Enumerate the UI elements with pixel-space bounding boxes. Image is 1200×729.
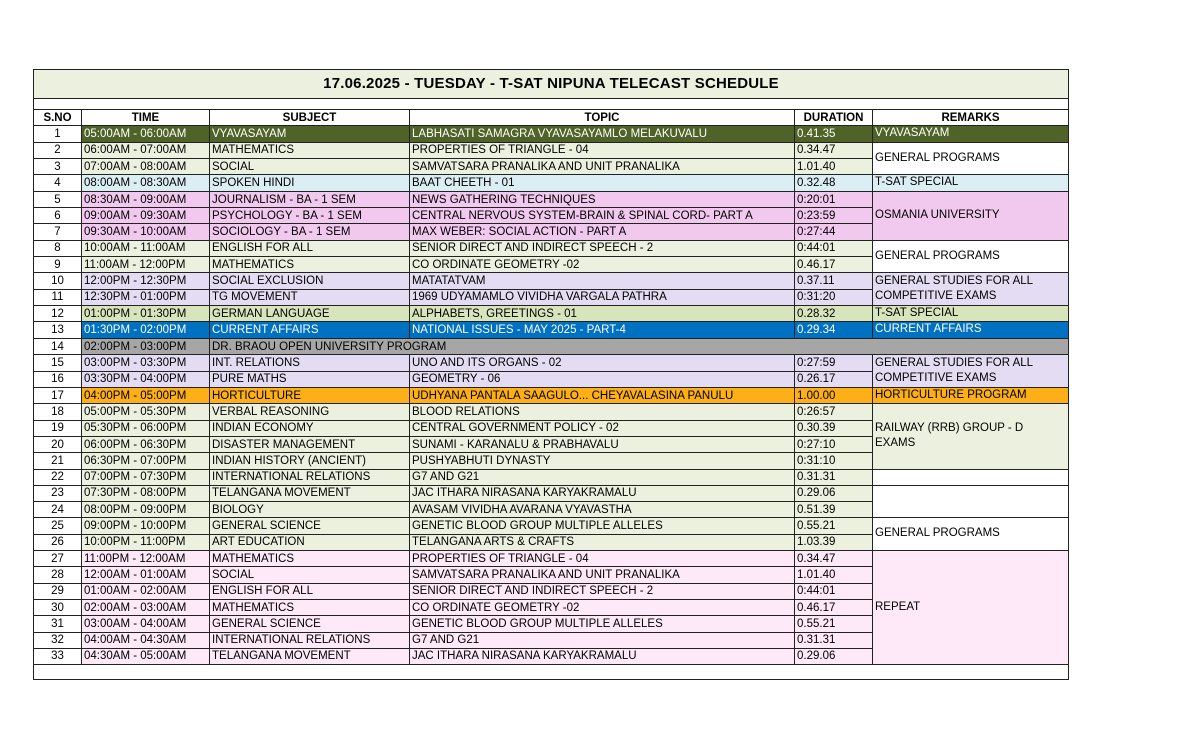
duration-cell: 0.55.21 — [795, 518, 873, 534]
duration-cell: 1.01.40 — [795, 159, 873, 175]
time-cell: 12:00AM - 01:00AM — [82, 567, 210, 583]
duration-cell: 0.30.39 — [795, 420, 873, 436]
sno-cell: 28 — [34, 567, 82, 583]
topic-cell: PROPERTIES OF TRIANGLE - 04 — [410, 551, 795, 567]
subject-cell: SOCIAL — [210, 159, 410, 175]
remarks-cell: GENERAL PROGRAMS — [873, 240, 1069, 273]
duration-cell: 0.46.17 — [795, 599, 873, 615]
subject-cell: GERMAN LANGUAGE — [210, 305, 410, 322]
topic-cell: G7 AND G21 — [410, 632, 795, 648]
subject-cell: JOURNALISM - BA - 1 SEM — [210, 191, 410, 207]
table-row — [34, 404, 1069, 420]
subject-cell: TG MOVEMENT — [210, 289, 410, 305]
header-sno: S.NO — [34, 110, 82, 126]
topic-cell: ALPHABETS, GREETINGS - 01 — [410, 305, 795, 322]
subject-cell: BIOLOGY — [210, 502, 410, 518]
table-row — [34, 518, 1069, 534]
table-row — [34, 551, 1069, 567]
time-cell: 11:00AM - 12:00PM — [82, 257, 210, 273]
topic-cell: CO ORDINATE GEOMETRY -02 — [410, 257, 795, 273]
sno-cell: 21 — [34, 453, 82, 469]
remarks-cell — [873, 469, 1069, 485]
topic-cell: MAX WEBER: SOCIAL ACTION - PART A — [410, 224, 795, 240]
table-row — [34, 387, 1069, 404]
subject-cell: INDIAN ECONOMY — [210, 420, 410, 436]
subject-cell: SOCIAL — [210, 567, 410, 583]
topic-cell: G7 AND G21 — [410, 469, 795, 485]
table-row — [34, 273, 1069, 289]
sno-cell: 13 — [34, 322, 82, 339]
time-cell: 09:00AM - 09:30AM — [82, 208, 210, 224]
duration-cell: 0.34.47 — [795, 551, 873, 567]
subject-cell: PSYCHOLOGY - BA - 1 SEM — [210, 208, 410, 224]
duration-cell: 0:26:57 — [795, 404, 873, 420]
duration-cell: 0:20:01 — [795, 191, 873, 207]
duration-cell: 0:27:44 — [795, 224, 873, 240]
subject-cell: ENGLISH FOR ALL — [210, 240, 410, 256]
duration-cell: 0.32.48 — [795, 175, 873, 192]
topic-cell: PUSHYABHUTI DYNASTY — [410, 453, 795, 469]
table-row — [34, 175, 1069, 192]
subject-cell: TELANGANA MOVEMENT — [210, 485, 410, 501]
sno-cell: 30 — [34, 599, 82, 615]
remarks-cell: GENERAL STUDIES FOR ALL COMPETITIVE EXAMS — [873, 355, 1069, 388]
time-cell: 05:00AM - 06:00AM — [82, 126, 210, 143]
time-cell: 04:30AM - 05:00AM — [82, 648, 210, 664]
topic-cell: GENETIC BLOOD GROUP MULTIPLE ALLELES — [410, 518, 795, 534]
subject-cell: TELANGANA MOVEMENT — [210, 648, 410, 664]
sno-cell: 10 — [34, 273, 82, 289]
sno-cell: 11 — [34, 289, 82, 305]
topic-cell: UNO AND ITS ORGANS - 02 — [410, 355, 795, 371]
topic-cell: SAMVATSARA PRANALIKA AND UNIT PRANALIKA — [410, 567, 795, 583]
duration-cell: 0.26.17 — [795, 371, 873, 387]
duration-cell: 0:23:59 — [795, 208, 873, 224]
sno-cell: 26 — [34, 534, 82, 550]
duration-cell: 0.55.21 — [795, 616, 873, 632]
topic-cell: SAMVATSARA PRANALIKA AND UNIT PRANALIKA — [410, 159, 795, 175]
remarks-cell: T-SAT SPECIAL — [873, 175, 1069, 192]
remarks-cell: VYAVASAYAM — [873, 126, 1069, 143]
remarks-cell: OSMANIA UNIVERSITY — [873, 191, 1069, 240]
time-cell: 09:00PM - 10:00PM — [82, 518, 210, 534]
sno-cell: 17 — [34, 387, 82, 404]
footer-blank-row — [34, 665, 1069, 680]
subject-cell: INT. RELATIONS — [210, 355, 410, 371]
time-cell: 03:00AM - 04:00AM — [82, 616, 210, 632]
topic-cell: SUNAMI - KARANALU & PRABHAVALU — [410, 436, 795, 452]
table-row — [34, 191, 1069, 207]
sno-cell: 3 — [34, 159, 82, 175]
subject-cell: MATHEMATICS — [210, 142, 410, 158]
duration-cell: 0.29.34 — [795, 322, 873, 339]
time-cell: 07:00AM - 08:00AM — [82, 159, 210, 175]
remarks-cell: T-SAT SPECIAL — [873, 305, 1069, 322]
remarks-cell: CURRENT AFFAIRS — [873, 322, 1069, 339]
duration-cell: 0:31:20 — [795, 289, 873, 305]
subject-cell: DR. BRAOU OPEN UNIVERSITY PROGRAM — [210, 338, 1069, 354]
duration-cell: 0.31.31 — [795, 632, 873, 648]
topic-cell: LABHASATI SAMAGRA VYAVASAYAMLO MELAKUVALU — [410, 126, 795, 143]
time-cell: 06:00AM - 07:00AM — [82, 142, 210, 158]
duration-cell: 0:44:01 — [795, 583, 873, 599]
topic-cell: UDHYANA PANTALA SAAGULO... CHEYAVALASINA PANULU — [410, 387, 795, 404]
sno-cell: 8 — [34, 240, 82, 256]
subject-cell: CURRENT AFFAIRS — [210, 322, 410, 339]
header-row — [34, 110, 1069, 126]
time-cell: 01:00PM - 01:30PM — [82, 305, 210, 322]
time-cell: 08:00PM - 09:00PM — [82, 502, 210, 518]
time-cell: 04:00AM - 04:30AM — [82, 632, 210, 648]
sno-cell: 31 — [34, 616, 82, 632]
title-row — [34, 70, 1069, 99]
table-row — [34, 126, 1069, 143]
header-subject: SUBJECT — [210, 110, 410, 126]
time-cell: 03:00PM - 03:30PM — [82, 355, 210, 371]
remarks-cell: HORTICULTURE PROGRAM — [873, 387, 1069, 404]
subject-cell: MATHEMATICS — [210, 599, 410, 615]
topic-cell: NATIONAL ISSUES - MAY 2025 - PART-4 — [410, 322, 795, 339]
duration-cell: 0.29.06 — [795, 648, 873, 664]
sno-cell: 23 — [34, 485, 82, 501]
duration-cell: 0.28.32 — [795, 305, 873, 322]
time-cell: 02:00PM - 03:00PM — [82, 338, 210, 354]
topic-cell: PROPERTIES OF TRIANGLE - 04 — [410, 142, 795, 158]
duration-cell: 0.46.17 — [795, 257, 873, 273]
time-cell: 09:30AM - 10:00AM — [82, 224, 210, 240]
blank-cell — [34, 99, 1069, 110]
subject-cell: DISASTER MANAGEMENT — [210, 436, 410, 452]
topic-cell: GENETIC BLOOD GROUP MULTIPLE ALLELES — [410, 616, 795, 632]
sno-cell: 5 — [34, 191, 82, 207]
subject-cell: HORTICULTURE — [210, 387, 410, 404]
blank-row — [34, 99, 1069, 110]
sno-cell: 9 — [34, 257, 82, 273]
duration-cell: 0.29.06 — [795, 485, 873, 501]
table-row — [34, 142, 1069, 158]
remarks-cell: GENERAL PROGRAMS — [873, 518, 1069, 551]
sno-cell: 32 — [34, 632, 82, 648]
duration-cell: 0.37.11 — [795, 273, 873, 289]
table-row — [34, 485, 1069, 501]
header-topic: TOPIC — [410, 110, 795, 126]
header-time: TIME — [82, 110, 210, 126]
remarks-cell: GENERAL STUDIES FOR ALL COMPETITIVE EXAMS — [873, 273, 1069, 306]
sno-cell: 2 — [34, 142, 82, 158]
subject-cell: GENERAL SCIENCE — [210, 616, 410, 632]
duration-cell: 0:44:01 — [795, 240, 873, 256]
time-cell: 12:00PM - 12:30PM — [82, 273, 210, 289]
sno-cell: 19 — [34, 420, 82, 436]
subject-cell: INDIAN HISTORY (ANCIENT) — [210, 453, 410, 469]
topic-cell: GEOMETRY - 06 — [410, 371, 795, 387]
topic-cell: CENTRAL NERVOUS SYSTEM-BRAIN & SPINAL CORD- PART A — [410, 208, 795, 224]
topic-cell: MATATATVAM — [410, 273, 795, 289]
subject-cell: VERBAL REASONING — [210, 404, 410, 420]
topic-cell: SENIOR DIRECT AND INDIRECT SPEECH - 2 — [410, 583, 795, 599]
sno-cell: 29 — [34, 583, 82, 599]
topic-cell: JAC ITHARA NIRASANA KARYAKRAMALU — [410, 648, 795, 664]
remarks-cell: RAILWAY (RRB) GROUP - D EXAMS — [873, 404, 1069, 469]
topic-cell: NEWS GATHERING TECHNIQUES — [410, 191, 795, 207]
duration-cell: 0.41.35 — [795, 126, 873, 143]
remarks-cell: GENERAL PROGRAMS — [873, 142, 1069, 175]
remarks-cell: REPEAT — [873, 551, 1069, 665]
duration-cell: 0:27:59 — [795, 355, 873, 371]
footer-blank-cell — [34, 665, 1069, 680]
time-cell: 03:30PM - 04:00PM — [82, 371, 210, 387]
subject-cell: GENERAL SCIENCE — [210, 518, 410, 534]
time-cell: 06:00PM - 06:30PM — [82, 436, 210, 452]
time-cell: 01:00AM - 02:00AM — [82, 583, 210, 599]
time-cell: 05:30PM - 06:00PM — [82, 420, 210, 436]
table-row — [34, 240, 1069, 256]
sno-cell: 24 — [34, 502, 82, 518]
table-row — [34, 469, 1069, 485]
subject-cell: INTERNATIONAL RELATIONS — [210, 469, 410, 485]
time-cell: 04:00PM - 05:00PM — [82, 387, 210, 404]
time-cell: 07:30PM - 08:00PM — [82, 485, 210, 501]
subject-cell: SPOKEN HINDI — [210, 175, 410, 192]
time-cell: 10:00PM - 11:00PM — [82, 534, 210, 550]
sno-cell: 6 — [34, 208, 82, 224]
sno-cell: 14 — [34, 338, 82, 354]
topic-cell: BLOOD RELATIONS — [410, 404, 795, 420]
table-row — [34, 355, 1069, 371]
subject-cell: MATHEMATICS — [210, 257, 410, 273]
time-cell: 08:00AM - 08:30AM — [82, 175, 210, 192]
schedule-sheet — [33, 69, 1068, 680]
table-row — [34, 305, 1069, 322]
schedule-table — [33, 69, 1069, 680]
subject-cell: ENGLISH FOR ALL — [210, 583, 410, 599]
time-cell: 01:30PM - 02:00PM — [82, 322, 210, 339]
sno-cell: 7 — [34, 224, 82, 240]
topic-cell: TELANGANA ARTS & CRAFTS — [410, 534, 795, 550]
sno-cell: 25 — [34, 518, 82, 534]
topic-cell: AVASAM VIVIDHA AVARANA VYAVASTHA — [410, 502, 795, 518]
time-cell: 05:00PM - 05:30PM — [82, 404, 210, 420]
topic-cell: CENTRAL GOVERNMENT POLICY - 02 — [410, 420, 795, 436]
time-cell: 10:00AM - 11:00AM — [82, 240, 210, 256]
sno-cell: 33 — [34, 648, 82, 664]
duration-cell: 0.34.47 — [795, 142, 873, 158]
sno-cell: 15 — [34, 355, 82, 371]
sno-cell: 4 — [34, 175, 82, 192]
time-cell: 11:00PM - 12:00AM — [82, 551, 210, 567]
header-duration: DURATION — [795, 110, 873, 126]
table-row — [34, 338, 1069, 354]
topic-cell: BAAT CHEETH - 01 — [410, 175, 795, 192]
page-title: 17.06.2025 - TUESDAY - T-SAT NIPUNA TELECAST SCHEDULE — [34, 70, 1069, 99]
time-cell: 12:30PM - 01:00PM — [82, 289, 210, 305]
sno-cell: 22 — [34, 469, 82, 485]
sno-cell: 12 — [34, 305, 82, 322]
subject-cell: ART EDUCATION — [210, 534, 410, 550]
subject-cell: SOCIOLOGY - BA - 1 SEM — [210, 224, 410, 240]
duration-cell: 0:31:10 — [795, 453, 873, 469]
time-cell: 07:00PM - 07:30PM — [82, 469, 210, 485]
duration-cell: 1.03.39 — [795, 534, 873, 550]
topic-cell: 1969 UDYAMAMLO VIVIDHA VARGALA PATHRA — [410, 289, 795, 305]
topic-cell: SENIOR DIRECT AND INDIRECT SPEECH - 2 — [410, 240, 795, 256]
remarks-cell — [873, 485, 1069, 518]
subject-cell: INTERNATIONAL RELATIONS — [210, 632, 410, 648]
duration-cell: 0.31.31 — [795, 469, 873, 485]
time-cell: 06:30PM - 07:00PM — [82, 453, 210, 469]
duration-cell: 1.01.40 — [795, 567, 873, 583]
topic-cell: JAC ITHARA NIRASANA KARYAKRAMALU — [410, 485, 795, 501]
sno-cell: 27 — [34, 551, 82, 567]
sno-cell: 20 — [34, 436, 82, 452]
duration-cell: 0:27:10 — [795, 436, 873, 452]
time-cell: 08:30AM - 09:00AM — [82, 191, 210, 207]
subject-cell: PURE MATHS — [210, 371, 410, 387]
subject-cell: VYAVASAYAM — [210, 126, 410, 143]
subject-cell: MATHEMATICS — [210, 551, 410, 567]
time-cell: 02:00AM - 03:00AM — [82, 599, 210, 615]
table-row — [34, 322, 1069, 339]
duration-cell: 0.51.39 — [795, 502, 873, 518]
subject-cell: SOCIAL EXCLUSION — [210, 273, 410, 289]
sno-cell: 16 — [34, 371, 82, 387]
sno-cell: 18 — [34, 404, 82, 420]
duration-cell: 1.00.00 — [795, 387, 873, 404]
header-remarks: REMARKS — [873, 110, 1069, 126]
sno-cell: 1 — [34, 126, 82, 143]
topic-cell: CO ORDINATE GEOMETRY -02 — [410, 599, 795, 615]
